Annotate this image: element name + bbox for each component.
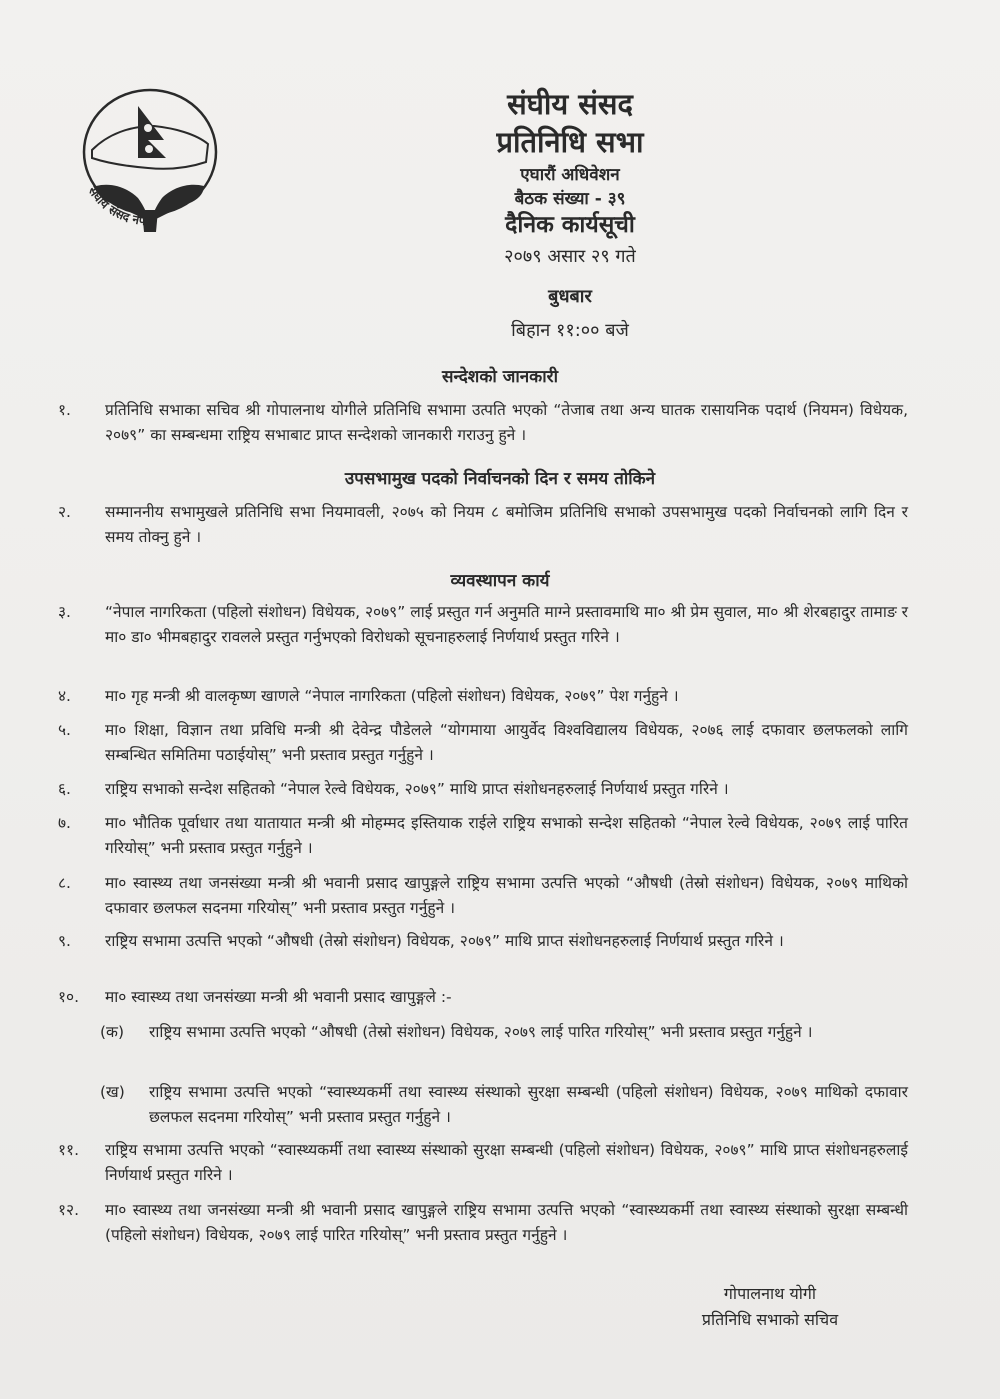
item-text: राष्ट्रिय सभामा उत्पत्ति भएको “स्वास्थ्यकर्मी तथा स्वास्थ्य संस्थाको सुरक्षा सम्बन्धी (पहिलो संशोधन) विधेयक, २०७९” माथि प्राप्त संशोधनहरुलाई निर्णयार्थ प्रस्तुत गरिने । <box>105 1141 908 1184</box>
document-title: संघीय संसद <box>507 87 633 121</box>
item-text: मा० गृह मन्त्री श्री वालकृष्ण खाणले “नेपाल नागरिकता (पहिलो संशोधन) विधेयक, २०७९” पेश गर्नुहुने । <box>105 687 679 705</box>
parliament-emblem-logo <box>78 82 228 242</box>
agenda-subitem <box>100 1080 908 1130</box>
agenda-item <box>58 500 908 550</box>
item-text: मा० शिक्षा, विज्ञान तथा प्रविधि मन्त्री श्री देवेन्द्र पौडेलले “योगमाया आयुर्वेद विश्वविद्यालय विधेयक, २०७६ लाई दफावार छलफलको लागि सम्बन्धित समितिमा पठाईयोस्” भनी प्रस्ताव प्रस्तुत गर्नुहुने । <box>105 721 908 764</box>
agenda-item <box>58 718 908 768</box>
item-number: १. <box>58 401 71 419</box>
agenda-item <box>58 777 908 802</box>
item-text: मा० भौतिक पूर्वाधार तथा यातायात मन्त्री श्री मोहम्मद इस्तियाक राईले राष्ट्रिय सभाको सन्देश सहितको “नेपाल रेल्वे विधेयक, २०७९ लाई पारित गरियोस्” भनी प्रस्ताव प्रस्तुत गर्नुहुने । <box>105 814 908 857</box>
document-subtitle: प्रतिनिधि सभा <box>496 125 644 159</box>
item-text: प्रतिनिधि सभाका सचिव श्री गोपालनाथ योगीले प्रतिनिधि सभामा उत्पति भएको “तेजाब तथा अन्य घातक रासायनिक पदार्थ (नियमन) विधेयक, २०७९” का सम्बन्धमा राष्ट्रिय सभाबाट प्राप्त सन्देशको जानकारी गराउनु हुने । <box>105 401 908 444</box>
subitem-text: राष्ट्रिय सभामा उत्पत्ति भएको “स्वास्थ्यकर्मी तथा स्वास्थ्य संस्थाको सुरक्षा सम्बन्धी (पहिलो संशोधन) विधेयक, २०७९ माथिको दफावार छलफल सदनमा गरियोस्” भनी प्रस्ताव प्रस्तुत गर्नुहुने । <box>149 1083 908 1126</box>
agenda-item <box>58 1198 908 1248</box>
item-text: राष्ट्रिय सभाको सन्देश सहितको “नेपाल रेल्वे विधेयक, २०७९” माथि प्राप्त संशोधनहरुलाई निर्णयार्थ प्रस्तुत गरिने । <box>105 780 729 798</box>
subitem-label: (क) <box>100 1023 124 1041</box>
item-number: ५. <box>58 721 71 739</box>
agenda-subitem <box>100 1020 908 1045</box>
item-number: ९. <box>58 932 71 950</box>
item-text: मा० स्वास्थ्य तथा जनसंख्या मन्त्री श्री भवानी प्रसाद खापुङ्गले राष्ट्रिय सभामा उत्पत्ति भएको “औषधी (तेस्रो संशोधन) विधेयक, २०७९ माथिको दफावार छलफल सदनमा गरियोस्” भनी प्रस्ताव प्रस्तुत गर्नुहुने । <box>105 874 908 917</box>
item-number: ७. <box>58 814 71 832</box>
agenda-item <box>58 398 908 448</box>
agenda-date: २०७९ असार २९ गते <box>504 246 636 267</box>
subitem-text: राष्ट्रिय सभामा उत्पत्ति भएको “औषधी (तेस्रो संशोधन) विधेयक, २०७९ लाई पारित गरियोस्” भनी प्रस्ताव प्रस्तुत गर्नुहुने । <box>149 1023 813 1041</box>
agenda-item <box>58 985 908 1010</box>
item-text: मा० स्वास्थ्य तथा जनसंख्या मन्त्री श्री भवानी प्रसाद खापुङ्गले राष्ट्रिय सभामा उत्पत्ति भएको “स्वास्थ्यकर्मी तथा स्वास्थ्य संस्थाको सुरक्षा सम्बन्धी (पहिलो संशोधन) विधेयक, २०७९ लाई पारित गरियोस्” भनी प्रस्ताव प्रस्तुत गर्नुहुने । <box>105 1201 908 1244</box>
section-heading-message: सन्देशको जानकारी <box>442 367 558 387</box>
meeting-number: बैठक संख्या - ३९ <box>514 189 626 209</box>
agenda-day: बुधबार <box>548 286 592 307</box>
item-text: मा० स्वास्थ्य तथा जनसंख्या मन्त्री श्री भवानी प्रसाद खापुङ्गले :- <box>105 988 452 1006</box>
item-number: ११. <box>58 1141 80 1159</box>
item-number: ३. <box>58 603 71 621</box>
item-number: १२. <box>58 1201 80 1219</box>
section-heading-election: उपसभामुख पदको निर्वाचनको दिन र समय तोकिने <box>344 469 656 489</box>
agenda-time: बिहान ११:०० बजे <box>511 320 629 341</box>
item-text: सम्माननीय सभामुखले प्रतिनिधि सभा नियमावली, २०७५ को नियम ८ बमोजिम प्रतिनिधि सभाको उपसभामुख पदको निर्वाचनको लागि दिन र समय तोक्नु हुने । <box>105 503 908 546</box>
subitem-label: (ख) <box>100 1083 125 1101</box>
item-number: ४. <box>58 687 71 705</box>
item-text: राष्ट्रिय सभामा उत्पत्ति भएको “औषधी (तेस्रो संशोधन) विधेयक, २०७९” माथि प्राप्त संशोधनहरुलाई निर्णयार्थ प्रस्तुत गरिने । <box>105 932 784 950</box>
item-text: “नेपाल नागरिकता (पहिलो संशोधन) विधेयक, २०७९” लाई प्रस्तुत गर्न अनुमति माग्ने प्रस्तावमाथि मा० श्री प्रेम सुवाल, मा० श्री शेरबहादुर तामाङ र मा० डा० भीमबहादुर रावलले प्रस्तुत गर्नुभएको विरोधको सूचनाहरुलाई निर्णयार्थ प्रस्तुत गरिने । <box>105 603 908 646</box>
session-label: एघारौं अधिवेशन <box>520 165 620 185</box>
signatory-designation: प्रतिनिधि सभाको सचिव <box>701 1310 839 1329</box>
agenda-item <box>58 811 908 861</box>
agenda-item <box>58 929 908 954</box>
signatory-name: गोपालनाथ योगी <box>723 1284 817 1303</box>
item-number: ८. <box>58 874 71 892</box>
section-heading-legislative: व्यवस्थापन कार्य <box>450 571 550 591</box>
agenda-item <box>58 684 908 709</box>
agenda-item <box>58 600 908 650</box>
item-number: १०. <box>58 988 80 1006</box>
item-number: २. <box>58 503 71 521</box>
agenda-item <box>58 871 908 921</box>
agenda-item <box>58 1138 908 1188</box>
agenda-title: दैनिक कार्यसूची <box>505 212 635 238</box>
emblem-text: संघीय संसद नेपाल <box>85 184 157 229</box>
item-number: ६. <box>58 780 71 798</box>
